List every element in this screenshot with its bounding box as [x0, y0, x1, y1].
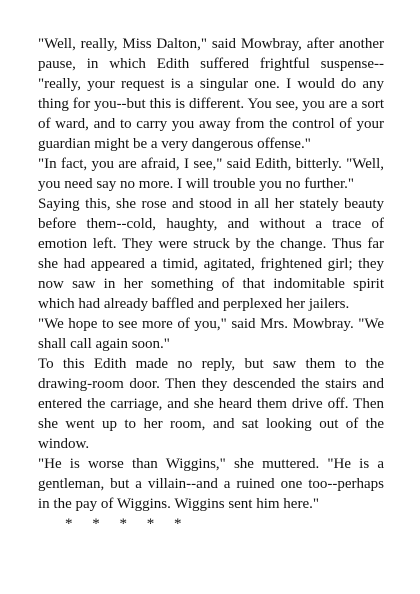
paragraph-2: "In fact, you are afraid, I see," said Edith, bitterly. "Well, you need say no more. I will trouble you no further." [38, 156, 384, 192]
paragraph-6: "He is worse than Wiggins," she muttered. "He is a gentleman, but a villain--and a ruined one too--perhaps in the pay of Wiggins. Wiggins sent him here." [38, 456, 384, 512]
section-separator: * * * * * [65, 516, 182, 532]
paragraph-1: "Well, really, Miss Dalton," said Mowbray, after another pause, in which Edith suffered frightful suspense--"really, your request is a singular one. I would do any thing for you--but this is different. You see, you are a sort of ward, and to carry you away from the control of your guardian might be a very dangerous offense." [38, 36, 384, 152]
paragraph-3: Saying this, she rose and stood in all her stately beauty before them--cold, haughty, and without a trace of emotion left. They were struck by the change. Thus far she had appeared a timid, agitated, frightened girl; they now saw in her something of that indomitable spirit which had already baffled and perplexed her jailers. [38, 196, 384, 312]
paragraph-5: To this Edith made no reply, but saw them to the drawing-room door. Then they descended the stairs and entered the carriage, and she heard them drive off. Then she went up to her room, and sat looking out of the window. [38, 356, 384, 452]
document-page [38, 34, 384, 534]
paragraph-4: "We hope to see more of you," said Mrs. Mowbray. "We shall call again soon." [38, 316, 384, 352]
